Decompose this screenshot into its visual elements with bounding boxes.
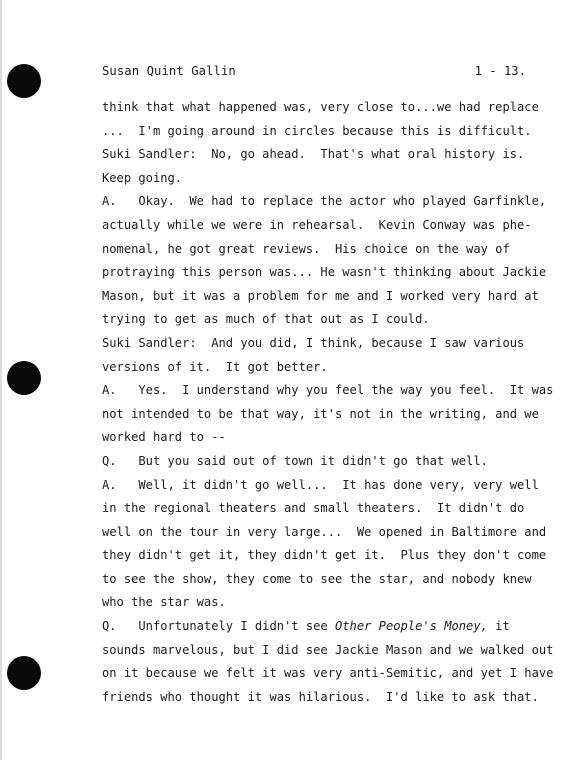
transcript-line: Mason, but it was a problem for me and I worked very hard at xyxy=(102,288,539,303)
line-suffix: it xyxy=(487,619,510,634)
transcript-line: well on the tour in very large... We opened in Baltimore and xyxy=(102,524,547,539)
transcript-line: Keep going. xyxy=(102,170,183,185)
play-title: Other People's Money, xyxy=(335,619,488,634)
transcript-line: versions of it. It got better. xyxy=(102,359,328,374)
transcript-line: who the star was. xyxy=(102,595,226,610)
transcript-body xyxy=(102,96,554,709)
transcript-line: actually while we were in rehearsal. Kevin Conway was phe- xyxy=(102,217,532,232)
transcript-line: A. Okay. We had to replace the actor who played Garfinkle, xyxy=(102,194,547,209)
transcript-line: Suki Sandler: And you did, I think, because I saw various xyxy=(102,335,525,350)
transcript-line: to see the show, they come to see the star, and nobody knew xyxy=(102,571,532,586)
transcript-line: Suki Sandler: No, go ahead. That's what oral history is. xyxy=(102,147,525,162)
transcript-line: Q. But you said out of town it didn't go that well. xyxy=(102,453,488,468)
punch-hole-bottom xyxy=(7,656,41,690)
transcript-line: ... I'm going around in circles because this is difficult. xyxy=(102,123,532,138)
transcript-line: think that what happened was, very close to...we had replace xyxy=(102,100,539,114)
transcript-line: on it because we felt it was very anti-Semitic, and yet I have xyxy=(102,666,554,681)
header-interviewee-name: Susan Quint Gallin xyxy=(102,64,236,78)
transcript-line: A. Well, it didn't go well... It has done very, very well xyxy=(102,477,539,492)
transcript-line: not intended to be that way, it's not in the writing, and we xyxy=(102,406,539,421)
transcript-line: A. Yes. I understand why you feel the way you feel. It was xyxy=(102,383,554,398)
punch-hole-middle xyxy=(7,361,41,395)
transcript-line-with-title xyxy=(102,615,526,639)
transcript-line: protraying this person was... He wasn't thinking about Jackie xyxy=(102,265,547,280)
transcript-line: friends who thought it was hilarious. I'd like to ask that. xyxy=(102,689,539,704)
line-prefix: Q. Unfortunately I didn't see xyxy=(102,619,335,634)
header-page-number: 1 - 13. xyxy=(474,64,526,78)
transcript-line: sounds marvelous, but I did see Jackie Mason and we walked out xyxy=(102,642,554,657)
punch-hole-top xyxy=(7,64,41,98)
scan-edge xyxy=(0,0,2,760)
transcript-line: trying to get as much of that out as I could. xyxy=(102,312,430,327)
transcript-line: nomenal, he got great reviews. His choice on the way of xyxy=(102,241,510,256)
transcript-line: worked hard to -- xyxy=(102,430,226,445)
transcript-line: they didn't get it, they didn't get it. Plus they don't come xyxy=(102,548,547,563)
transcript-line: in the regional theaters and small theaters. It didn't do xyxy=(102,501,525,516)
